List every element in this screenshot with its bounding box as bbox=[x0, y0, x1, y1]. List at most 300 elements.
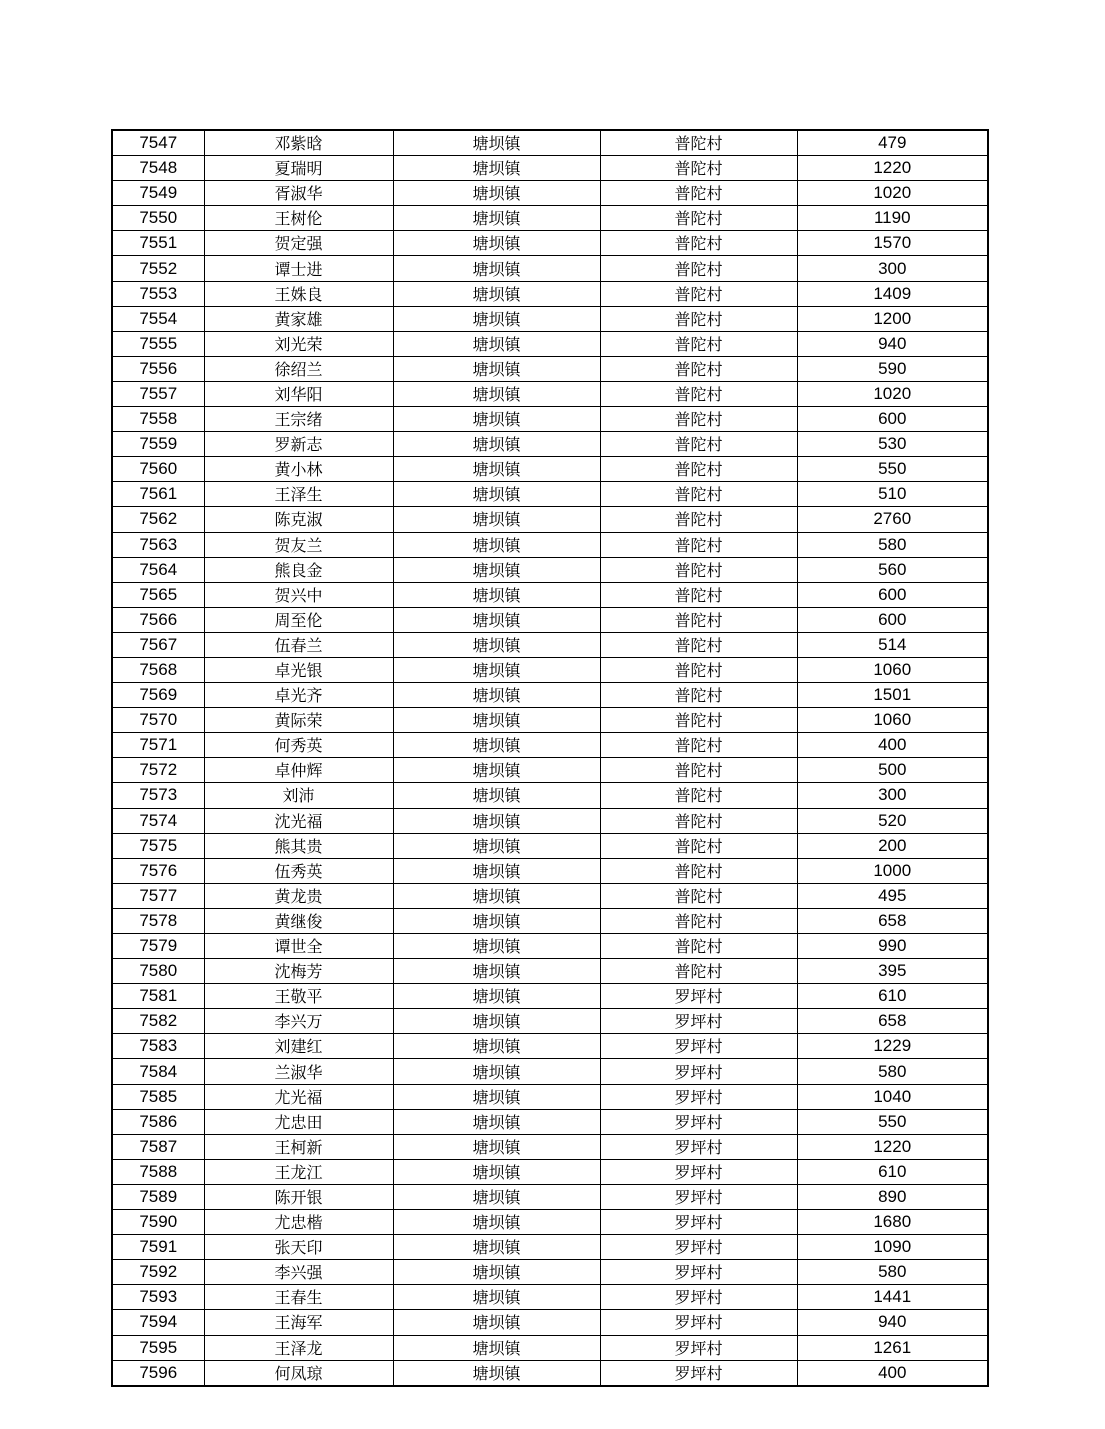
table-row bbox=[112, 356, 988, 381]
cell-village: 普陀村 bbox=[600, 657, 797, 682]
cell-id: 7575 bbox=[112, 833, 204, 858]
cell-name: 王柯新 bbox=[204, 1134, 393, 1159]
cell-town: 塘坝镇 bbox=[393, 356, 600, 381]
cell-name: 伍春兰 bbox=[204, 632, 393, 657]
cell-id: 7553 bbox=[112, 281, 204, 306]
cell-id: 7571 bbox=[112, 733, 204, 758]
cell-name: 伍秀英 bbox=[204, 858, 393, 883]
cell-name: 贺定强 bbox=[204, 231, 393, 256]
cell-amount: 580 bbox=[797, 1260, 988, 1285]
cell-amount: 600 bbox=[797, 582, 988, 607]
cell-village: 罗坪村 bbox=[600, 1335, 797, 1360]
cell-id: 7549 bbox=[112, 181, 204, 206]
table-row bbox=[112, 733, 988, 758]
cell-town: 塘坝镇 bbox=[393, 1360, 600, 1386]
cell-name: 周至伦 bbox=[204, 607, 393, 632]
cell-id: 7555 bbox=[112, 331, 204, 356]
cell-amount: 300 bbox=[797, 256, 988, 281]
table-row bbox=[112, 1109, 988, 1134]
table-row bbox=[112, 231, 988, 256]
cell-town: 塘坝镇 bbox=[393, 582, 600, 607]
cell-village: 罗坪村 bbox=[600, 1260, 797, 1285]
cell-id: 7586 bbox=[112, 1109, 204, 1134]
cell-id: 7559 bbox=[112, 432, 204, 457]
table-row bbox=[112, 532, 988, 557]
cell-id: 7584 bbox=[112, 1059, 204, 1084]
cell-id: 7587 bbox=[112, 1134, 204, 1159]
cell-amount: 400 bbox=[797, 1360, 988, 1386]
cell-name: 黄龙贵 bbox=[204, 883, 393, 908]
cell-name: 熊良金 bbox=[204, 557, 393, 582]
table-row bbox=[112, 808, 988, 833]
table-row bbox=[112, 206, 988, 231]
table-row bbox=[112, 758, 988, 783]
table-row bbox=[112, 331, 988, 356]
cell-id: 7561 bbox=[112, 482, 204, 507]
table-row bbox=[112, 1034, 988, 1059]
cell-town: 塘坝镇 bbox=[393, 432, 600, 457]
cell-id: 7562 bbox=[112, 507, 204, 532]
cell-amount: 590 bbox=[797, 356, 988, 381]
cell-name: 黄际荣 bbox=[204, 708, 393, 733]
table-row bbox=[112, 1009, 988, 1034]
cell-name: 熊其贵 bbox=[204, 833, 393, 858]
cell-id: 7577 bbox=[112, 883, 204, 908]
table-row bbox=[112, 156, 988, 181]
cell-amount: 580 bbox=[797, 1059, 988, 1084]
cell-name: 卓光齐 bbox=[204, 683, 393, 708]
cell-village: 普陀村 bbox=[600, 482, 797, 507]
cell-town: 塘坝镇 bbox=[393, 1184, 600, 1209]
table-row bbox=[112, 1310, 988, 1335]
cell-name: 王敬平 bbox=[204, 984, 393, 1009]
table-row bbox=[112, 582, 988, 607]
cell-village: 普陀村 bbox=[600, 432, 797, 457]
cell-name: 刘建红 bbox=[204, 1034, 393, 1059]
cell-name: 王春生 bbox=[204, 1285, 393, 1310]
cell-village: 普陀村 bbox=[600, 733, 797, 758]
cell-amount: 495 bbox=[797, 883, 988, 908]
cell-village: 普陀村 bbox=[600, 457, 797, 482]
cell-id: 7593 bbox=[112, 1285, 204, 1310]
cell-village: 普陀村 bbox=[600, 582, 797, 607]
cell-village: 普陀村 bbox=[600, 758, 797, 783]
cell-name: 卓光银 bbox=[204, 657, 393, 682]
cell-name: 刘沛 bbox=[204, 783, 393, 808]
cell-amount: 514 bbox=[797, 632, 988, 657]
cell-town: 塘坝镇 bbox=[393, 156, 600, 181]
cell-name: 谭士进 bbox=[204, 256, 393, 281]
cell-town: 塘坝镇 bbox=[393, 858, 600, 883]
cell-village: 普陀村 bbox=[600, 783, 797, 808]
cell-village: 罗坪村 bbox=[600, 1034, 797, 1059]
table-row bbox=[112, 984, 988, 1009]
cell-name: 陈克淑 bbox=[204, 507, 393, 532]
cell-village: 普陀村 bbox=[600, 281, 797, 306]
cell-amount: 890 bbox=[797, 1184, 988, 1209]
cell-name: 黄小林 bbox=[204, 457, 393, 482]
table-row bbox=[112, 934, 988, 959]
cell-village: 普陀村 bbox=[600, 206, 797, 231]
table-row bbox=[112, 557, 988, 582]
cell-town: 塘坝镇 bbox=[393, 657, 600, 682]
cell-town: 塘坝镇 bbox=[393, 984, 600, 1009]
cell-village: 普陀村 bbox=[600, 407, 797, 432]
cell-name: 黄继俊 bbox=[204, 908, 393, 933]
cell-amount: 1220 bbox=[797, 156, 988, 181]
cell-village: 罗坪村 bbox=[600, 1084, 797, 1109]
cell-town: 塘坝镇 bbox=[393, 908, 600, 933]
cell-name: 李兴万 bbox=[204, 1009, 393, 1034]
cell-name: 尤光福 bbox=[204, 1084, 393, 1109]
cell-id: 7578 bbox=[112, 908, 204, 933]
cell-village: 普陀村 bbox=[600, 632, 797, 657]
cell-town: 塘坝镇 bbox=[393, 632, 600, 657]
cell-name: 刘光荣 bbox=[204, 331, 393, 356]
cell-name: 谭世全 bbox=[204, 934, 393, 959]
cell-amount: 1441 bbox=[797, 1285, 988, 1310]
cell-amount: 1090 bbox=[797, 1235, 988, 1260]
cell-town: 塘坝镇 bbox=[393, 231, 600, 256]
table-row bbox=[112, 381, 988, 406]
cell-name: 王树伦 bbox=[204, 206, 393, 231]
cell-town: 塘坝镇 bbox=[393, 381, 600, 406]
cell-name: 沈梅芳 bbox=[204, 959, 393, 984]
cell-village: 普陀村 bbox=[600, 331, 797, 356]
cell-town: 塘坝镇 bbox=[393, 1059, 600, 1084]
cell-name: 陈开银 bbox=[204, 1184, 393, 1209]
cell-village: 普陀村 bbox=[600, 532, 797, 557]
table-row bbox=[112, 858, 988, 883]
cell-name: 卓仲辉 bbox=[204, 758, 393, 783]
cell-town: 塘坝镇 bbox=[393, 557, 600, 582]
cell-village: 罗坪村 bbox=[600, 1134, 797, 1159]
cell-town: 塘坝镇 bbox=[393, 1335, 600, 1360]
cell-amount: 510 bbox=[797, 482, 988, 507]
cell-id: 7592 bbox=[112, 1260, 204, 1285]
cell-name: 贺友兰 bbox=[204, 532, 393, 557]
table-row bbox=[112, 1285, 988, 1310]
cell-amount: 1190 bbox=[797, 206, 988, 231]
cell-village: 罗坪村 bbox=[600, 1059, 797, 1084]
cell-id: 7557 bbox=[112, 381, 204, 406]
roster-table-body bbox=[112, 130, 988, 1386]
cell-name: 尤忠田 bbox=[204, 1109, 393, 1134]
cell-town: 塘坝镇 bbox=[393, 532, 600, 557]
cell-id: 7576 bbox=[112, 858, 204, 883]
table-row bbox=[112, 130, 988, 156]
cell-id: 7579 bbox=[112, 934, 204, 959]
cell-name: 何凤琼 bbox=[204, 1360, 393, 1386]
cell-town: 塘坝镇 bbox=[393, 1310, 600, 1335]
cell-town: 塘坝镇 bbox=[393, 607, 600, 632]
cell-amount: 400 bbox=[797, 733, 988, 758]
cell-name: 罗新志 bbox=[204, 432, 393, 457]
cell-id: 7572 bbox=[112, 758, 204, 783]
table-row bbox=[112, 1210, 988, 1235]
cell-name: 王宗绪 bbox=[204, 407, 393, 432]
cell-id: 7582 bbox=[112, 1009, 204, 1034]
cell-town: 塘坝镇 bbox=[393, 206, 600, 231]
cell-town: 塘坝镇 bbox=[393, 783, 600, 808]
cell-town: 塘坝镇 bbox=[393, 959, 600, 984]
cell-village: 普陀村 bbox=[600, 256, 797, 281]
cell-village: 罗坪村 bbox=[600, 1310, 797, 1335]
cell-id: 7573 bbox=[112, 783, 204, 808]
cell-name: 张天印 bbox=[204, 1235, 393, 1260]
cell-amount: 600 bbox=[797, 607, 988, 632]
cell-amount: 550 bbox=[797, 1109, 988, 1134]
cell-amount: 300 bbox=[797, 783, 988, 808]
table-row bbox=[112, 432, 988, 457]
cell-id: 7552 bbox=[112, 256, 204, 281]
cell-id: 7595 bbox=[112, 1335, 204, 1360]
cell-id: 7581 bbox=[112, 984, 204, 1009]
cell-name: 刘华阳 bbox=[204, 381, 393, 406]
cell-village: 普陀村 bbox=[600, 130, 797, 156]
cell-amount: 940 bbox=[797, 331, 988, 356]
table-row bbox=[112, 256, 988, 281]
cell-amount: 1261 bbox=[797, 1335, 988, 1360]
cell-amount: 200 bbox=[797, 833, 988, 858]
cell-id: 7596 bbox=[112, 1360, 204, 1386]
cell-village: 罗坪村 bbox=[600, 984, 797, 1009]
cell-amount: 1020 bbox=[797, 381, 988, 406]
table-row bbox=[112, 708, 988, 733]
cell-name: 沈光福 bbox=[204, 808, 393, 833]
table-row bbox=[112, 908, 988, 933]
cell-amount: 990 bbox=[797, 934, 988, 959]
cell-village: 普陀村 bbox=[600, 356, 797, 381]
cell-amount: 560 bbox=[797, 557, 988, 582]
cell-town: 塘坝镇 bbox=[393, 708, 600, 733]
cell-name: 李兴强 bbox=[204, 1260, 393, 1285]
table-row bbox=[112, 507, 988, 532]
table-row bbox=[112, 833, 988, 858]
cell-id: 7569 bbox=[112, 683, 204, 708]
cell-town: 塘坝镇 bbox=[393, 1285, 600, 1310]
cell-village: 罗坪村 bbox=[600, 1109, 797, 1134]
table-row bbox=[112, 959, 988, 984]
table-row bbox=[112, 883, 988, 908]
cell-village: 罗坪村 bbox=[600, 1360, 797, 1386]
cell-town: 塘坝镇 bbox=[393, 306, 600, 331]
cell-town: 塘坝镇 bbox=[393, 758, 600, 783]
cell-name: 王龙江 bbox=[204, 1159, 393, 1184]
cell-id: 7591 bbox=[112, 1235, 204, 1260]
table-row bbox=[112, 1235, 988, 1260]
cell-village: 普陀村 bbox=[600, 156, 797, 181]
cell-town: 塘坝镇 bbox=[393, 407, 600, 432]
cell-amount: 610 bbox=[797, 1159, 988, 1184]
cell-amount: 500 bbox=[797, 758, 988, 783]
table-row bbox=[112, 181, 988, 206]
cell-town: 塘坝镇 bbox=[393, 181, 600, 206]
cell-village: 普陀村 bbox=[600, 883, 797, 908]
cell-town: 塘坝镇 bbox=[393, 1084, 600, 1109]
cell-amount: 658 bbox=[797, 908, 988, 933]
cell-amount: 1570 bbox=[797, 231, 988, 256]
table-row bbox=[112, 1360, 988, 1386]
cell-town: 塘坝镇 bbox=[393, 833, 600, 858]
table-row bbox=[112, 407, 988, 432]
cell-town: 塘坝镇 bbox=[393, 281, 600, 306]
cell-id: 7583 bbox=[112, 1034, 204, 1059]
cell-village: 普陀村 bbox=[600, 708, 797, 733]
cell-id: 7585 bbox=[112, 1084, 204, 1109]
cell-amount: 530 bbox=[797, 432, 988, 457]
cell-id: 7590 bbox=[112, 1210, 204, 1235]
cell-name: 王泽龙 bbox=[204, 1335, 393, 1360]
cell-id: 7563 bbox=[112, 532, 204, 557]
table-row bbox=[112, 783, 988, 808]
cell-id: 7564 bbox=[112, 557, 204, 582]
table-row bbox=[112, 306, 988, 331]
cell-town: 塘坝镇 bbox=[393, 507, 600, 532]
cell-id: 7558 bbox=[112, 407, 204, 432]
cell-village: 普陀村 bbox=[600, 181, 797, 206]
cell-town: 塘坝镇 bbox=[393, 331, 600, 356]
cell-amount: 940 bbox=[797, 1310, 988, 1335]
cell-id: 7556 bbox=[112, 356, 204, 381]
table-row bbox=[112, 1260, 988, 1285]
cell-id: 7567 bbox=[112, 632, 204, 657]
cell-name: 何秀英 bbox=[204, 733, 393, 758]
table-row bbox=[112, 457, 988, 482]
cell-id: 7550 bbox=[112, 206, 204, 231]
cell-town: 塘坝镇 bbox=[393, 733, 600, 758]
cell-village: 普陀村 bbox=[600, 507, 797, 532]
cell-village: 普陀村 bbox=[600, 231, 797, 256]
cell-id: 7560 bbox=[112, 457, 204, 482]
cell-town: 塘坝镇 bbox=[393, 683, 600, 708]
cell-village: 普陀村 bbox=[600, 934, 797, 959]
cell-village: 普陀村 bbox=[600, 808, 797, 833]
cell-amount: 1200 bbox=[797, 306, 988, 331]
cell-town: 塘坝镇 bbox=[393, 1034, 600, 1059]
table-row bbox=[112, 1059, 988, 1084]
cell-id: 7580 bbox=[112, 959, 204, 984]
cell-name: 邓紫晗 bbox=[204, 130, 393, 156]
cell-town: 塘坝镇 bbox=[393, 457, 600, 482]
cell-id: 7554 bbox=[112, 306, 204, 331]
cell-amount: 1000 bbox=[797, 858, 988, 883]
cell-town: 塘坝镇 bbox=[393, 934, 600, 959]
table-row bbox=[112, 281, 988, 306]
cell-village: 普陀村 bbox=[600, 908, 797, 933]
table-row bbox=[112, 482, 988, 507]
table-row bbox=[112, 632, 988, 657]
cell-amount: 1680 bbox=[797, 1210, 988, 1235]
roster-table bbox=[111, 129, 989, 1387]
cell-name: 贺兴中 bbox=[204, 582, 393, 607]
cell-name: 尤忠楷 bbox=[204, 1210, 393, 1235]
cell-amount: 1060 bbox=[797, 657, 988, 682]
cell-amount: 1020 bbox=[797, 181, 988, 206]
table-row bbox=[112, 607, 988, 632]
cell-town: 塘坝镇 bbox=[393, 1159, 600, 1184]
table-row bbox=[112, 657, 988, 682]
cell-amount: 610 bbox=[797, 984, 988, 1009]
cell-town: 塘坝镇 bbox=[393, 1134, 600, 1159]
cell-town: 塘坝镇 bbox=[393, 808, 600, 833]
table-row bbox=[112, 1335, 988, 1360]
cell-village: 罗坪村 bbox=[600, 1210, 797, 1235]
cell-amount: 520 bbox=[797, 808, 988, 833]
cell-id: 7594 bbox=[112, 1310, 204, 1335]
cell-village: 罗坪村 bbox=[600, 1009, 797, 1034]
cell-amount: 1220 bbox=[797, 1134, 988, 1159]
cell-village: 普陀村 bbox=[600, 683, 797, 708]
cell-name: 黄家雄 bbox=[204, 306, 393, 331]
cell-village: 普陀村 bbox=[600, 381, 797, 406]
cell-town: 塘坝镇 bbox=[393, 256, 600, 281]
cell-town: 塘坝镇 bbox=[393, 1009, 600, 1034]
cell-village: 罗坪村 bbox=[600, 1184, 797, 1209]
cell-amount: 600 bbox=[797, 407, 988, 432]
table-row bbox=[112, 683, 988, 708]
cell-amount: 550 bbox=[797, 457, 988, 482]
cell-village: 普陀村 bbox=[600, 306, 797, 331]
cell-village: 普陀村 bbox=[600, 833, 797, 858]
cell-amount: 395 bbox=[797, 959, 988, 984]
cell-amount: 479 bbox=[797, 130, 988, 156]
cell-name: 兰淑华 bbox=[204, 1059, 393, 1084]
cell-name: 王海军 bbox=[204, 1310, 393, 1335]
cell-village: 罗坪村 bbox=[600, 1159, 797, 1184]
cell-id: 7570 bbox=[112, 708, 204, 733]
cell-id: 7568 bbox=[112, 657, 204, 682]
cell-name: 王姝良 bbox=[204, 281, 393, 306]
cell-name: 王泽生 bbox=[204, 482, 393, 507]
cell-id: 7574 bbox=[112, 808, 204, 833]
cell-town: 塘坝镇 bbox=[393, 1235, 600, 1260]
table-row bbox=[112, 1159, 988, 1184]
cell-town: 塘坝镇 bbox=[393, 883, 600, 908]
cell-village: 罗坪村 bbox=[600, 1235, 797, 1260]
cell-id: 7589 bbox=[112, 1184, 204, 1209]
cell-id: 7566 bbox=[112, 607, 204, 632]
cell-amount: 1040 bbox=[797, 1084, 988, 1109]
cell-village: 普陀村 bbox=[600, 557, 797, 582]
cell-id: 7588 bbox=[112, 1159, 204, 1184]
cell-village: 罗坪村 bbox=[600, 1285, 797, 1310]
cell-id: 7548 bbox=[112, 156, 204, 181]
table-row bbox=[112, 1134, 988, 1159]
cell-town: 塘坝镇 bbox=[393, 1260, 600, 1285]
cell-town: 塘坝镇 bbox=[393, 130, 600, 156]
cell-amount: 1409 bbox=[797, 281, 988, 306]
cell-name: 胥淑华 bbox=[204, 181, 393, 206]
cell-town: 塘坝镇 bbox=[393, 1210, 600, 1235]
table-row bbox=[112, 1184, 988, 1209]
cell-village: 普陀村 bbox=[600, 959, 797, 984]
cell-amount: 658 bbox=[797, 1009, 988, 1034]
cell-id: 7547 bbox=[112, 130, 204, 156]
cell-id: 7551 bbox=[112, 231, 204, 256]
cell-name: 徐绍兰 bbox=[204, 356, 393, 381]
cell-amount: 1229 bbox=[797, 1034, 988, 1059]
cell-village: 普陀村 bbox=[600, 607, 797, 632]
cell-name: 夏瑞明 bbox=[204, 156, 393, 181]
cell-amount: 1060 bbox=[797, 708, 988, 733]
cell-id: 7565 bbox=[112, 582, 204, 607]
cell-amount: 2760 bbox=[797, 507, 988, 532]
table-row bbox=[112, 1084, 988, 1109]
cell-amount: 1501 bbox=[797, 683, 988, 708]
cell-village: 普陀村 bbox=[600, 858, 797, 883]
cell-town: 塘坝镇 bbox=[393, 482, 600, 507]
